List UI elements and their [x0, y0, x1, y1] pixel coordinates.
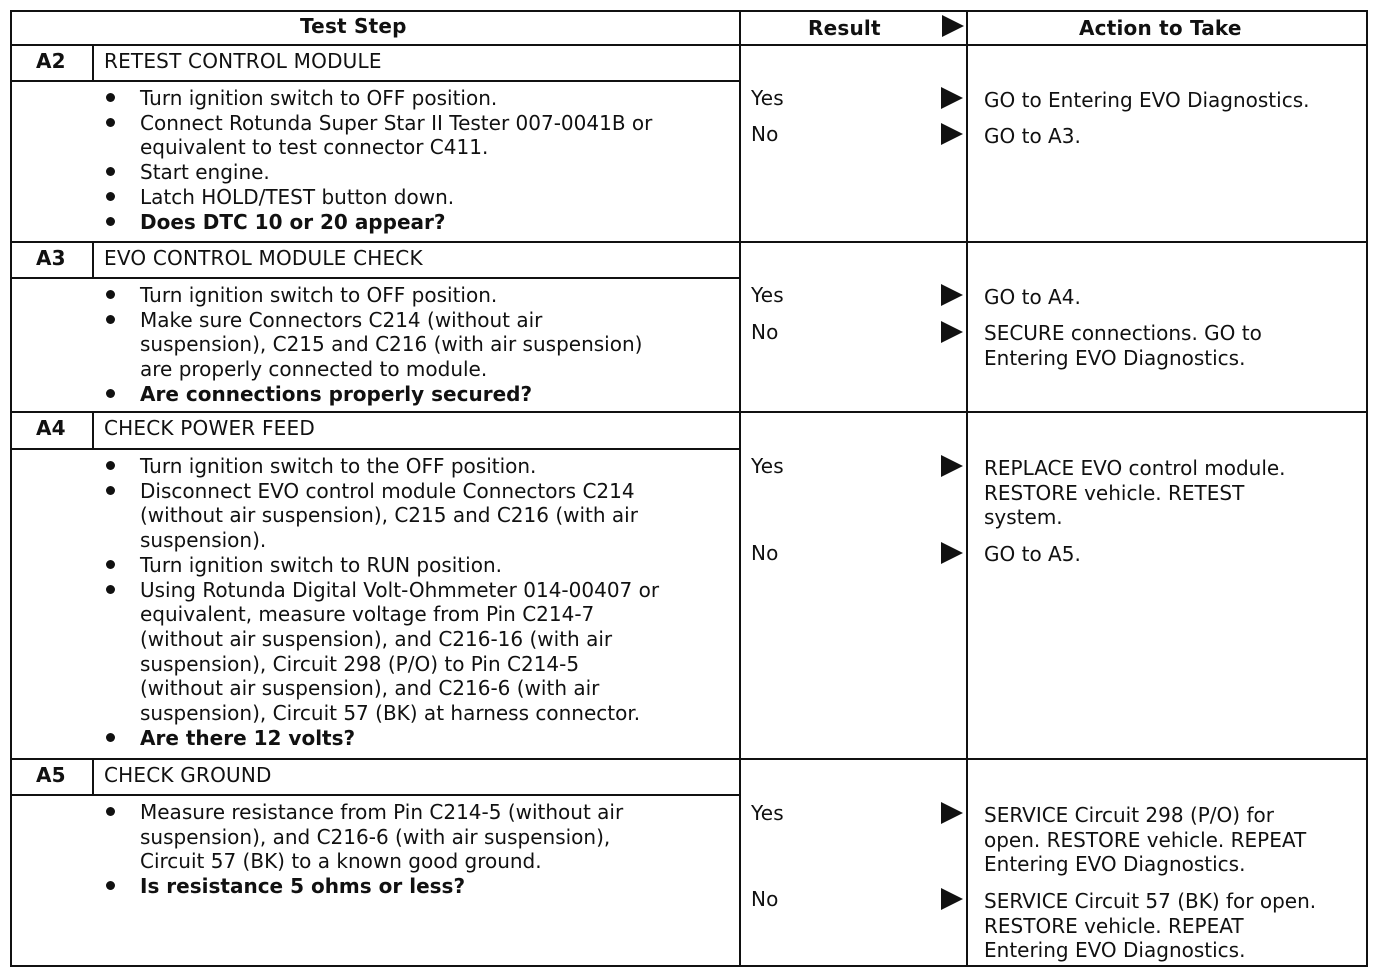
step-text: (without air suspension), and C216-6 (with air	[140, 676, 600, 701]
step-text: are properly connected to module.	[140, 357, 488, 382]
bullet-icon	[106, 807, 115, 816]
result-label: No	[751, 541, 779, 565]
result-arrow-icon	[941, 542, 963, 564]
step-text: Turn ignition switch to RUN position.	[140, 552, 502, 577]
row-title-divider	[10, 794, 739, 796]
result-arrow-icon	[941, 123, 963, 145]
bullet-icon	[106, 192, 115, 201]
row-id-divider	[92, 44, 94, 80]
step-text: Turn ignition switch to OFF position.	[140, 86, 498, 110]
step-text: Make sure Connectors C214 (without air	[140, 307, 543, 332]
action-text: open. RESTORE vehicle. REPEAT	[984, 827, 1307, 852]
step-text: Disconnect EVO control module Connectors C214	[140, 478, 635, 503]
result-label: Yes	[751, 454, 784, 478]
bullet-icon	[106, 486, 115, 495]
header-test-step: Test Step	[300, 14, 407, 38]
bullet-icon	[106, 461, 115, 470]
column-divider-action	[966, 10, 968, 967]
bullet-icon	[106, 389, 115, 398]
step-text: suspension), Circuit 298 (P/O) to Pin C214-5	[140, 651, 580, 676]
action-text: Entering EVO Diagnostics.	[984, 938, 1246, 962]
step-question: Are connections properly secured?	[140, 381, 533, 406]
result-arrow-icon	[941, 87, 963, 109]
action-text: GO to A5.	[984, 542, 1081, 566]
table-left-border	[10, 10, 12, 967]
bullet-icon	[106, 118, 115, 127]
action-text: RESTORE vehicle. RETEST	[984, 480, 1245, 505]
action-text: RESTORE vehicle. REPEAT	[984, 913, 1244, 938]
bullet-icon	[106, 315, 115, 324]
step-text: Connect Rotunda Super Star II Tester 007-0041B or	[140, 110, 653, 135]
row-id: A3	[36, 246, 66, 270]
step-text: (without air suspension), C215 and C216 (with air	[140, 503, 638, 528]
bullet-icon	[106, 881, 115, 890]
action-text: REPLACE EVO control module.	[984, 456, 1286, 480]
action-text: Entering EVO Diagnostics.	[984, 852, 1246, 876]
bullet-icon	[106, 585, 115, 594]
column-divider-result	[739, 10, 741, 967]
row-separator	[10, 758, 1368, 760]
action-text: SERVICE Circuit 57 (BK) for open.	[984, 889, 1317, 913]
header-action: Action to Take	[1079, 16, 1242, 40]
result-arrow-icon	[941, 321, 963, 343]
row-title-divider	[10, 80, 739, 82]
row-id-divider	[92, 758, 94, 794]
row-id: A5	[36, 763, 66, 787]
header-result: Result	[808, 16, 881, 40]
step-text: Turn ignition switch to OFF position.	[140, 283, 498, 307]
step-text: Using Rotunda Digital Volt-Ohmmeter 014-00407 or	[140, 577, 660, 602]
result-label: No	[751, 122, 779, 146]
action-text: SECURE connections. GO to	[984, 321, 1262, 345]
row-title: CHECK POWER FEED	[104, 416, 315, 440]
action-text: SERVICE Circuit 298 (P/O) for	[984, 803, 1274, 827]
step-text: Start engine.	[140, 160, 270, 185]
bullet-icon	[106, 167, 115, 176]
table-top-border	[10, 10, 1368, 12]
step-text: suspension), C215 and C216 (with air suspension)	[140, 332, 643, 357]
step-text: Circuit 57 (BK) to a known good ground.	[140, 849, 542, 874]
row-separator	[10, 411, 1368, 413]
result-label: Yes	[751, 86, 784, 110]
row-separator	[10, 241, 1368, 243]
result-arrow-icon	[941, 284, 963, 306]
step-text: (without air suspension), and C216-16 (with air	[140, 626, 613, 651]
row-id-divider	[92, 241, 94, 277]
action-text: Entering EVO Diagnostics.	[984, 345, 1246, 370]
result-label: Yes	[751, 283, 784, 307]
step-text: equivalent, measure voltage from Pin C214-7	[140, 602, 595, 627]
row-title: CHECK GROUND	[104, 763, 272, 787]
row-title: EVO CONTROL MODULE CHECK	[104, 246, 423, 270]
row-title-divider	[10, 448, 739, 450]
row-id: A4	[36, 416, 66, 440]
bullet-icon	[106, 560, 115, 569]
row-title-divider	[10, 277, 739, 279]
step-question: Are there 12 volts?	[140, 725, 356, 750]
step-text: Turn ignition switch to the OFF position.	[140, 454, 537, 478]
result-label: Yes	[751, 801, 784, 825]
step-text: Latch HOLD/TEST button down.	[140, 184, 455, 209]
action-text: GO to A3.	[984, 124, 1081, 148]
action-text: GO to Entering EVO Diagnostics.	[984, 88, 1310, 112]
bullet-icon	[106, 217, 115, 226]
result-label: No	[751, 320, 779, 344]
result-label: No	[751, 887, 779, 911]
row-title: RETEST CONTROL MODULE	[104, 49, 382, 73]
header-divider	[10, 44, 1368, 46]
step-question: Does DTC 10 or 20 appear?	[140, 209, 446, 234]
row-id: A2	[36, 49, 66, 73]
table-bottom-border	[10, 965, 1368, 967]
bullet-icon	[106, 733, 115, 742]
bullet-icon	[106, 290, 115, 299]
row-id-divider	[92, 411, 94, 448]
action-text: GO to A4.	[984, 285, 1081, 309]
step-question: Is resistance 5 ohms or less?	[140, 874, 466, 899]
step-text: suspension).	[140, 528, 267, 553]
step-text: equivalent to test connector C411.	[140, 135, 489, 160]
header-arrow-icon	[942, 15, 964, 37]
result-arrow-icon	[941, 802, 963, 824]
result-arrow-icon	[941, 888, 963, 910]
table-right-border	[1366, 10, 1368, 967]
action-text: system.	[984, 505, 1063, 529]
step-text: suspension), Circuit 57 (BK) at harness connector.	[140, 701, 641, 725]
result-arrow-icon	[941, 455, 963, 477]
step-text: suspension), and C216-6 (with air suspension),	[140, 824, 611, 849]
bullet-icon	[106, 93, 115, 102]
step-text: Measure resistance from Pin C214-5 (without air	[140, 800, 624, 824]
